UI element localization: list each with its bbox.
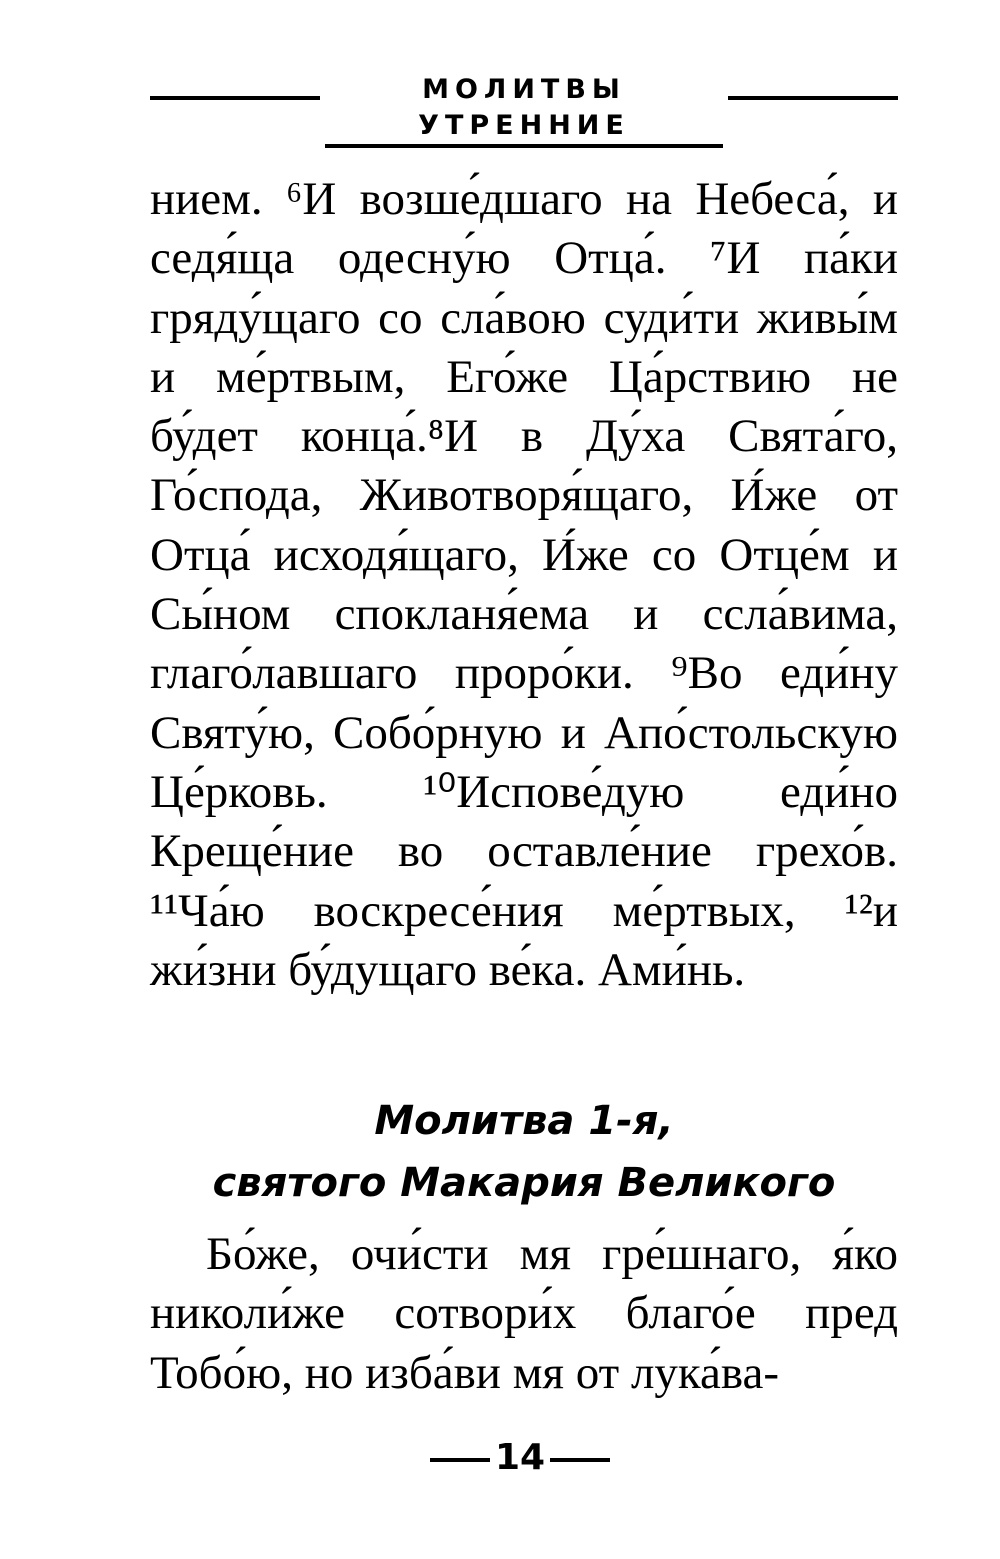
creed-continuation-text: нием. ⁶И возше́дшаго на Небеса́, и седя́ща одесну́ю Отца́. ⁷И па́ки гряду́щаго со сла́вою суди́ти живы́м и ме́ртвым, Его́же Ца́рствию не бу́дет конца́.⁸И в Ду́ха Свята́го, Го́спода, Животворя́щаго, И́же от Отца́ исходя́щаго, И́же со Отце́м и Сы́ном спокланя́ема и ссла́вима, глаго́лавшаго проро́ки. ⁹Во еди́ну Святу́ю, Собо́рную и Апо́стольскую Це́рковь. ¹⁰Испове́дую еди́но Креще́ние во оставле́ние грехо́в. ¹¹Ча́ю воскресе́ния ме́ртвых, ¹²и жи́зни бу́дущаго ве́ка. Ами́нь. bbox=[150, 173, 898, 996]
running-header bbox=[150, 72, 898, 141]
page-number: 14 bbox=[494, 1437, 546, 1478]
header-rule-right bbox=[728, 96, 898, 100]
footer-dash-right bbox=[550, 1458, 610, 1462]
prayer-heading bbox=[150, 1090, 898, 1214]
prayer-heading-line2: святого Макария Великого bbox=[212, 1160, 836, 1206]
running-title: МОЛИТВЫ УТРЕННИЕ bbox=[325, 72, 723, 148]
header-rule-left bbox=[150, 96, 320, 100]
footer-dash-left bbox=[430, 1458, 490, 1462]
prayer-heading-line1: Молитва 1-я, bbox=[374, 1098, 674, 1144]
page-footer bbox=[420, 1432, 620, 1482]
prayer-text: Бо́же, очи́сти мя гре́шнаго, я́ко николи́же сотвори́х благо́е пред Тобо́ю, но изба́ви мя от лука́ва- bbox=[150, 1228, 898, 1399]
